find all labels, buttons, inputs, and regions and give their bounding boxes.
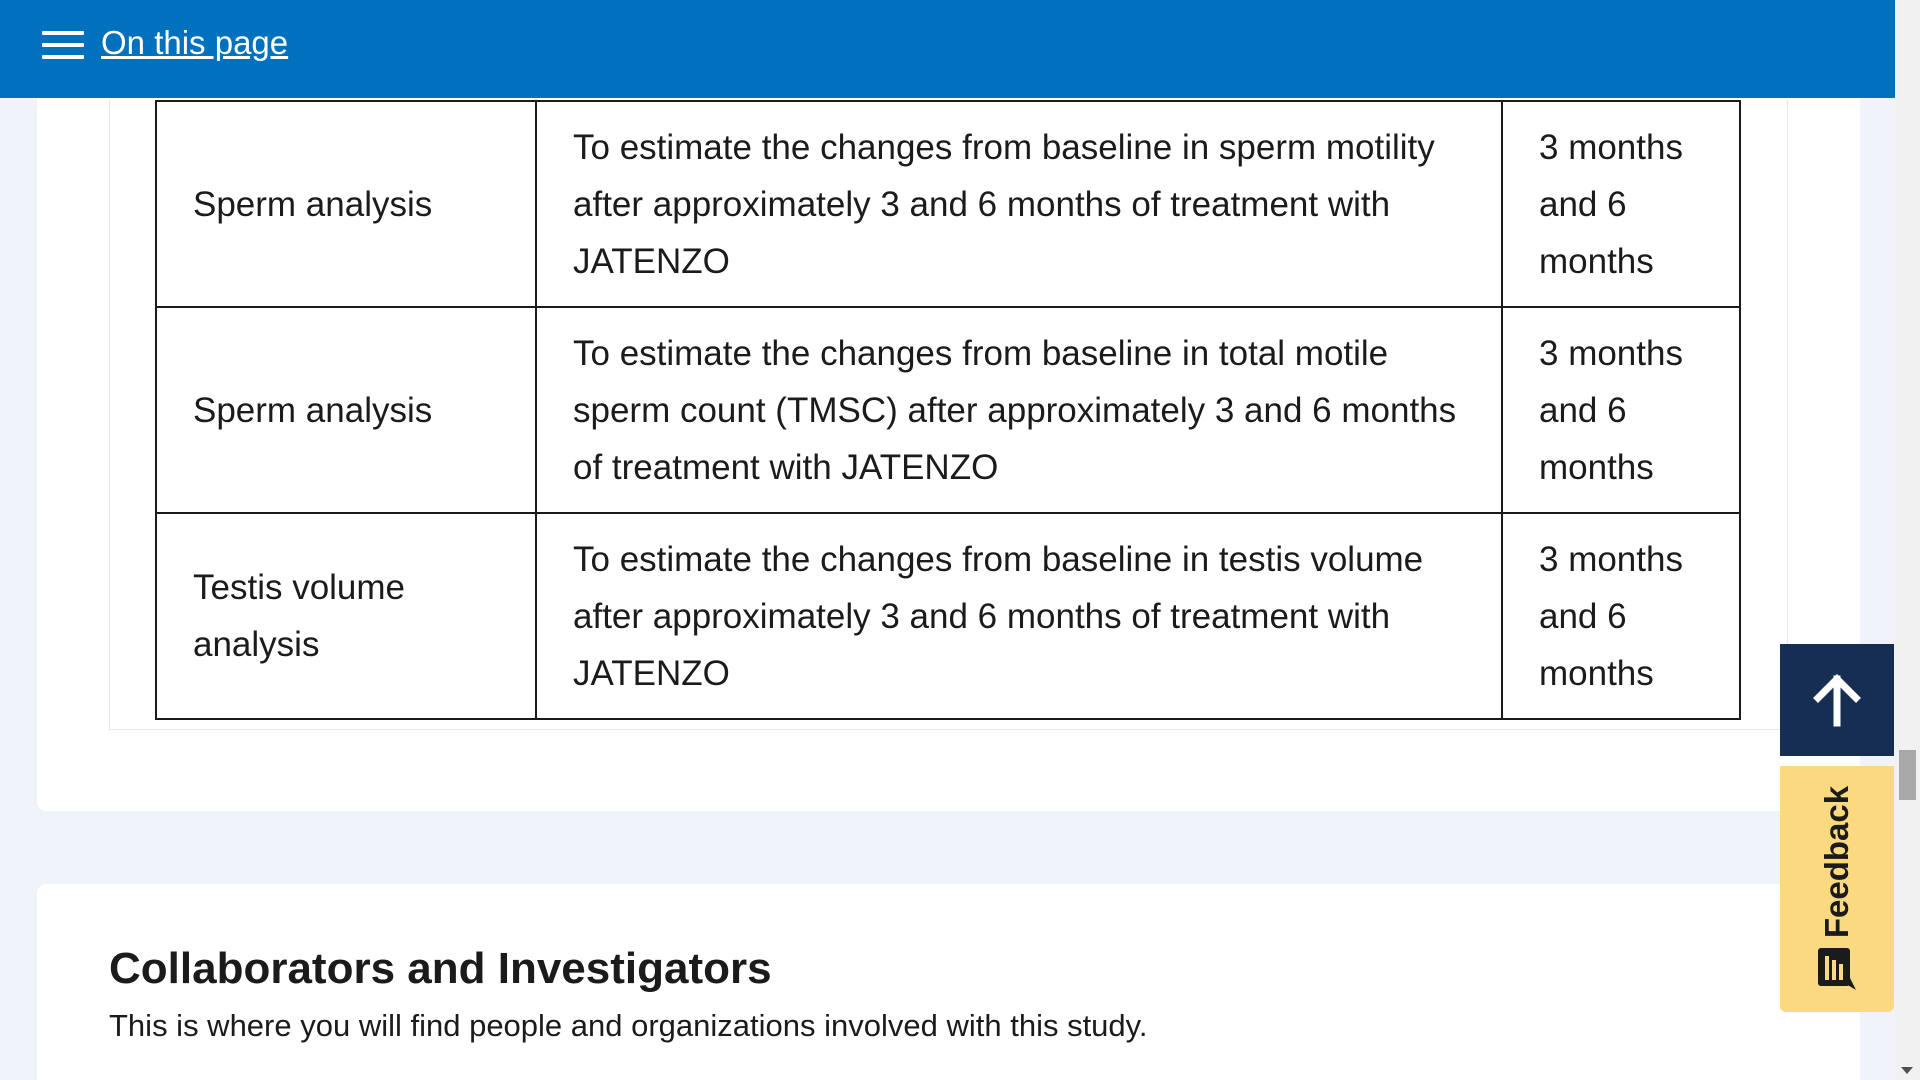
table-row bbox=[156, 101, 1740, 307]
on-this-page-link[interactable]: On this page bbox=[101, 24, 289, 61]
time-frame-cell: 3 months and 6 months bbox=[1502, 307, 1740, 513]
scrollbar-thumb[interactable] bbox=[1899, 750, 1916, 800]
scrollbar[interactable] bbox=[1895, 0, 1920, 1080]
measure-cell: Testis volume analysis bbox=[156, 513, 536, 719]
description-cell: To estimate the changes from baseline in testis volume after approximately 3 and 6 months of treatment with JATENZO bbox=[536, 513, 1502, 719]
description-cell: To estimate the changes from baseline in sperm motility after approximately 3 and 6 months of treatment with JATENZO bbox=[536, 101, 1502, 307]
collaborators-card bbox=[37, 884, 1860, 1080]
time-frame-cell: 3 months and 6 months bbox=[1502, 101, 1740, 307]
section-title: Collaborators and Investigators bbox=[109, 944, 772, 993]
arrow-up-icon bbox=[1810, 673, 1864, 727]
back-to-top-button[interactable] bbox=[1780, 644, 1894, 756]
time-frame-cell: 3 months and 6 months bbox=[1502, 513, 1740, 719]
outcome-measures-table bbox=[155, 100, 1741, 720]
feedback-label: Feedback bbox=[1818, 785, 1855, 939]
measure-cell: Sperm analysis bbox=[156, 307, 536, 513]
feedback-icon bbox=[1816, 946, 1858, 992]
description-cell: To estimate the changes from baseline in total motile sperm count (TMSC) after approximately 3 and 6 months of treatment with JATENZO bbox=[536, 307, 1502, 513]
on-this-page-bar bbox=[0, 0, 1895, 98]
table-row bbox=[156, 307, 1740, 513]
section-description: This is where you will find people and organizations involved with this study. bbox=[109, 1008, 1148, 1043]
measure-cell: Sperm analysis bbox=[156, 101, 536, 307]
table-row bbox=[156, 513, 1740, 719]
feedback-button[interactable] bbox=[1780, 766, 1894, 1012]
scroll-down-arrow-icon[interactable] bbox=[1901, 1067, 1913, 1074]
hamburger-menu-icon[interactable] bbox=[42, 31, 84, 59]
